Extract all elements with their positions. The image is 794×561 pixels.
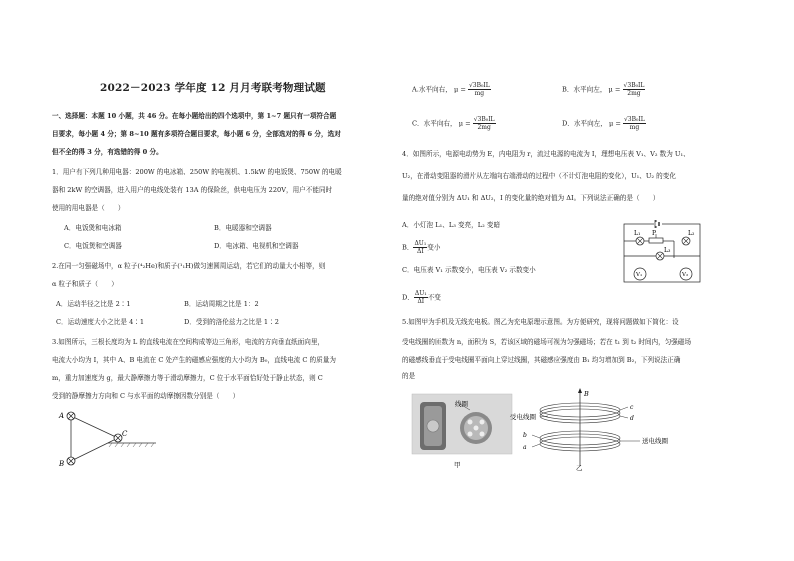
label-a: A — [59, 412, 65, 420]
q2-line2: α 粒子和质子（ ） — [52, 280, 118, 288]
figure-a-label: 甲 — [454, 461, 461, 469]
section-intro-line2: 目要求，每小题 4 分；第 8~10 题有多项符合题目要求，每小题 6 分，全部选对的得 6 分，选对 — [52, 130, 341, 138]
receiving-coil-label: 受电线圈 — [510, 413, 536, 421]
q4-option-b-text: 变小 — [427, 243, 441, 252]
q3-option-b-numerator: √3B₀IL — [623, 82, 645, 89]
q1-line2: 器和 2kW 的空调器，进入用户的电线处装有 13A 的保险丝，供电电压为 220V，用户不能同时 — [52, 186, 333, 194]
current-b-cross-icon — [67, 457, 75, 465]
current-a-cross-icon — [67, 412, 75, 420]
rheostat-icon — [649, 238, 663, 243]
q3-option-d-fraction — [623, 116, 646, 131]
label-field-b: B — [584, 390, 589, 398]
q3-option-d — [562, 116, 646, 131]
q4-line2: U₂，在滑动变阻器的滑片从左端向右端滑动的过程中（不计灯泡电阻的变化），U₁、U₂ 的变化 — [402, 172, 676, 180]
q3-option-a-fraction — [468, 82, 491, 97]
q3-line1: 3.如图所示，三根长度均为 L 的直线电流在空间构成等边三角形，电流的方向垂直纸面向里， — [52, 338, 325, 346]
q3-option-d-mu: μ = — [608, 119, 621, 128]
current-c-cross-icon — [114, 434, 122, 442]
q3-option-c-text: C．水平向右， — [412, 119, 457, 128]
q4-option-b-denominator: ΔI — [417, 248, 424, 255]
q4-line3: 量的绝对值分别为 ΔU₁ 和 ΔU₂，I 的变化量的绝对值为 ΔI。下列说法正确的是（ ） — [402, 194, 660, 202]
label-l2: L₂ — [688, 230, 695, 237]
q3-line2: 电流大小均为 I，其中 A、B 电流在 C 处产生的磁感应强度的大小均为 B₀，直线电流 C 的质量为 — [52, 356, 336, 364]
q3-line3: m，重力加速度为 g，最大静摩擦力等于滑动摩擦力，C 位于水平面恰好处于静止状态，则 C — [52, 374, 323, 382]
q3-option-b-fraction — [623, 82, 646, 97]
q1-option-d: D．电冰箱、电视机和空调器 — [214, 242, 299, 250]
q3-option-a — [412, 82, 491, 97]
q3-option-c — [412, 116, 496, 131]
q1-line1: 1．用户有下列几种用电器：200W 的电冰箱、250W 的电视机、1.5kW 的电饭煲、750W 的电暖 — [52, 168, 342, 176]
q4-option-d-fraction — [414, 290, 428, 305]
label-c-terminal: c — [630, 404, 634, 411]
q3-option-a-mu: μ = — [453, 85, 466, 94]
q3-option-a-denominator: mg — [474, 90, 485, 97]
q5-line4: 的是 — [402, 372, 416, 380]
alpha-particle-symbol: (⁴₂He) — [137, 262, 158, 270]
circuit-diagram — [620, 216, 704, 288]
q2-line1 — [52, 262, 325, 271]
q4-option-d-label: D． — [402, 293, 414, 302]
q4-option-d-text: 不变 — [427, 293, 441, 302]
q4-option-d-numerator: ΔU₁ — [414, 290, 427, 297]
q2-line1-part-c: 做匀速圆周运动，若它们的动量大小相等，则 — [193, 262, 326, 270]
label-l1: L₁ — [634, 230, 641, 237]
q2-option-d: D．受到的洛伦兹力之比是 1∶2 — [184, 318, 279, 326]
section-intro-line1: 一、选择题：本题 10 小题，共 46 分。在每小题给出的四个选项中，第 1~7 题只有一项符合题 — [52, 112, 337, 120]
q5-line2: 受电线圈的匝数为 n，面积为 S，若该区域的磁场可视为匀强磁场；若在 t₁ 到 t₂ 时间内，匀强磁场 — [402, 338, 692, 346]
label-c: C — [122, 430, 128, 438]
q4-option-a: A．小灯泡 L₁、L₃ 变亮，L₂ 变暗 — [402, 221, 501, 229]
q2-line1-part-a: 2.在同一匀强磁场中，α 粒子 — [52, 262, 138, 270]
q3-option-b — [562, 82, 645, 97]
lamp-l3-icon — [656, 252, 664, 260]
proton-symbol: (¹₁H) — [177, 262, 194, 270]
q1-option-b: B．电暖器和空调器 — [214, 224, 272, 232]
q3-option-b-text: B．水平向左， — [562, 85, 607, 94]
label-a-terminal: a — [523, 444, 527, 451]
section-intro-line3: 但不全的得 3 分，有选错的得 0 分。 — [52, 148, 163, 156]
q3-option-d-denominator: mg — [629, 124, 640, 131]
q3-option-a-numerator: √3B₀IL — [468, 82, 490, 89]
q1-line3: 使用的用电器是（ ） — [52, 204, 125, 212]
q3-option-c-denominator: 2mg — [477, 124, 491, 131]
q3-option-d-numerator: √3B₀IL — [623, 116, 645, 123]
q5-line3: 的磁感线垂直于受电线圈平面向上穿过线圈，其磁感应强度由 B₁ 均匀增加到 B₂，下列说法正确 — [402, 356, 681, 364]
figure-b-label: 乙 — [576, 464, 583, 472]
q2-option-c: C．运动速度大小之比是 4∶1 — [56, 318, 145, 326]
q3-option-b-mu: μ = — [608, 85, 621, 94]
label-b-terminal: b — [523, 432, 527, 439]
lamp-l1-icon — [636, 237, 644, 245]
label-l3: L₃ — [664, 247, 671, 254]
q4-line1: 4．如图所示，电源电动势为 E，内电阻为 r，流过电源的电流为 I，理想电压表 V₁、V₂ 数为 U₁、 — [402, 150, 690, 158]
triangle-current-diagram — [56, 406, 166, 472]
q2-line1-part-b: 和质子 — [157, 262, 178, 270]
q2-option-b: B．运动周期之比是 1：2 — [184, 300, 259, 308]
label-d-terminal: d — [630, 415, 634, 422]
q4-option-b-fraction — [413, 240, 427, 255]
q3-option-c-numerator: √3B₀IL — [473, 116, 495, 123]
q3-option-c-fraction — [473, 116, 496, 131]
label-p: P — [652, 230, 657, 237]
q3-option-a-text: A.水平向右， — [412, 85, 452, 94]
label-v1: V₁ — [636, 272, 643, 278]
q3-line4: 受到的静摩擦力方向和 C 与水平面的动摩擦因数分别是（ ） — [52, 392, 240, 400]
wireless-charger-photo — [410, 392, 514, 472]
magnetic-field-arrow-icon — [578, 388, 582, 393]
coil-schematic — [510, 386, 720, 472]
label-v2: V₂ — [682, 272, 689, 278]
transmitting-coil-label: 送电线圈 — [642, 437, 668, 445]
q3-option-b-denominator: 2mg — [627, 90, 641, 97]
q3-option-c-mu: μ = — [458, 119, 471, 128]
q1-option-a: A．电饭煲和电冰箱 — [64, 224, 122, 232]
q4-option-d-denominator: ΔI — [417, 298, 425, 305]
q5-line1: 5.如图甲为手机及无线充电板。图乙为充电原理示意图。为方便研究，现将问题做如下简化：设 — [402, 318, 679, 326]
lamp-l2-icon — [682, 237, 690, 245]
q4-option-d — [402, 290, 441, 305]
q2-option-a: A．运动半径之比是 2∶1 — [56, 300, 131, 308]
q4-option-c: C．电压表 V₁ 示数变小，电压表 V₂ 示数变小 — [402, 266, 536, 274]
q1-option-c: C．电饭煲和空调器 — [64, 242, 122, 250]
q4-option-b-label: B． — [402, 243, 414, 252]
q4-option-b — [402, 240, 440, 255]
q4-option-b-numerator: ΔU₁ — [414, 240, 427, 247]
label-b: B — [59, 460, 65, 468]
q3-option-d-text: D．水平向左， — [562, 119, 607, 128]
exam-title: 2022－2023 学年度 12 月月考联考物理试题 — [100, 82, 326, 94]
coil-label: 线圈 — [455, 400, 468, 408]
